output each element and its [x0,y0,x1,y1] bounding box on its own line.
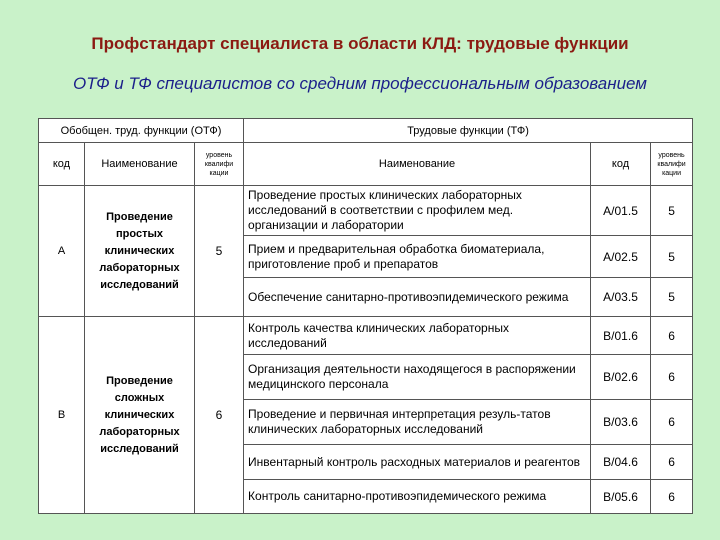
group-header-row [39,119,693,143]
tf-code: А/02.5 [591,236,651,278]
tf-code: В/05.6 [591,480,651,514]
tf-name: Инвентарный контроль расходных материалов и реагентов [244,445,591,480]
otf-level: 6 [195,317,244,514]
tf-level: 5 [651,186,693,236]
otf-level: 5 [195,186,244,317]
table-row [39,317,693,355]
tf-group-header: Трудовые функции (ТФ) [244,119,693,143]
tf-name: Контроль санитарно-противоэпидемического режима [244,480,591,514]
table-row [39,186,693,236]
tf-level: 6 [651,317,693,355]
tf-name: Контроль качества клинических лабораторных исследований [244,317,591,355]
tf-code: А/03.5 [591,278,651,317]
tf-level: 6 [651,400,693,445]
otf-name: Проведение сложных клинических лабораторных исследований [85,317,195,514]
page-title: Профстандарт специалиста в области КЛД: трудовые функции [91,34,629,53]
tf-level: 6 [651,445,693,480]
tf-code: В/02.6 [591,355,651,400]
page-subtitle: ОТФ и ТФ специалистов со средним профессиональным образованием [73,74,647,93]
column-header-row [39,143,693,186]
tf-level: 5 [651,236,693,278]
tf-code-header: код [591,143,651,186]
otf-code-header: код [39,143,85,186]
tf-level: 5 [651,278,693,317]
tf-name-header: Наименование [244,143,591,186]
tf-name: Обеспечение санитарно-противоэпидемического режима [244,278,591,317]
otf-group-header: Обобщен. труд. функции (ОТФ) [39,119,244,143]
otf-code: А [39,186,85,317]
tf-code: В/01.6 [591,317,651,355]
tf-level: 6 [651,355,693,400]
tf-code: В/04.6 [591,445,651,480]
tf-name: Организация деятельности находящегося в распоряжении медицинского персонала [244,355,591,400]
tf-name: Прием и предварительная обработка биоматериала, приготовление проб и препаратов [244,236,591,278]
otf-code: В [39,317,85,514]
tf-code: В/03.6 [591,400,651,445]
tf-code: А/01.5 [591,186,651,236]
otf-name: Проведение простых клинических лабораторных исследований [85,186,195,317]
tf-name: Проведение и первичная интерпретация резуль-татов клинических лабораторных исследований [244,400,591,445]
tf-level-header: уровень квалифи кации [651,143,693,186]
tf-level: 6 [651,480,693,514]
tf-name: Проведение простых клинических лабораторных исследований в соответствии с профилем мед. организации и лаборатории [244,186,591,236]
otf-level-header: уровень квалифи кации [195,143,244,186]
functions-table [38,118,693,514]
otf-name-header: Наименование [85,143,195,186]
